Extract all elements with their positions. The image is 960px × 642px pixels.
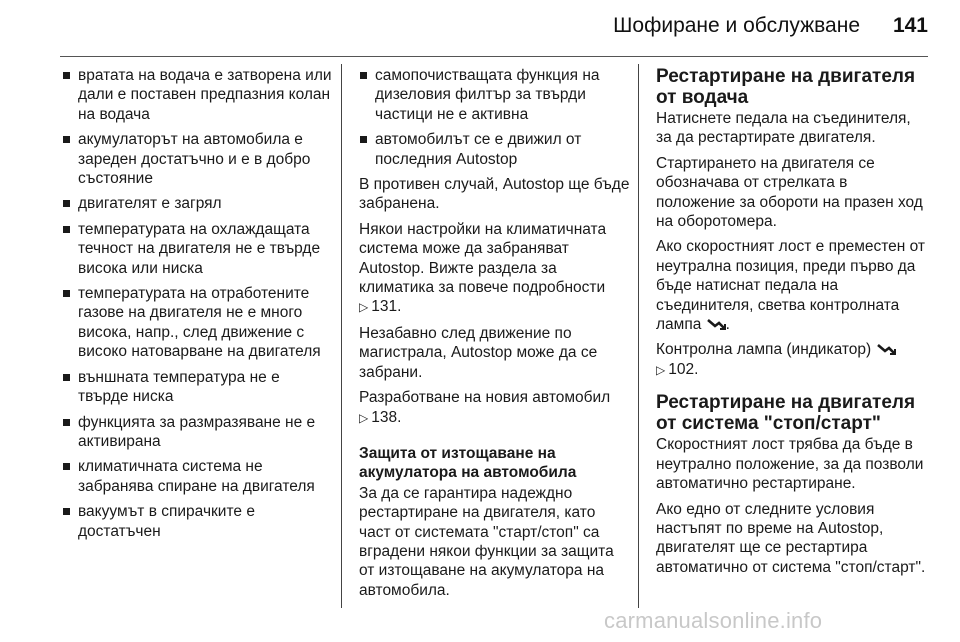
page-reference[interactable]: 131. (371, 298, 402, 316)
paragraph: Ако скоростният лост е преместен от неутрална позиция, преди първо да бъде натиснат педала на съединителя, светва контролната лампа . (656, 238, 926, 334)
paragraph-text: Ако скоростният лост е преместен от неутрална позиция, преди първо да бъде натиснат педала на съединителя, светва контролната лампа (656, 238, 926, 334)
watermark: carmanualsonline.info (604, 608, 823, 633)
right-column (656, 66, 926, 583)
paragraph-text: Разработване на новия автомобил (359, 389, 611, 407)
section-subheading: Защита от изтощаване на акумулатора на автомобила (359, 444, 577, 482)
list-item: самопочистващата функция на дизеловия филтър за твърди частици не е активна (359, 66, 631, 124)
left-bullet-list (62, 66, 334, 541)
list-item: акумулаторът на автомобила е зареден достатъчно и е в добро състояние (62, 130, 334, 188)
section-heading: Рестартиране на двигателя от водача (656, 66, 916, 108)
paragraph: Натиснете педала на съединителя, за да рестартирате двигателя. (656, 110, 911, 147)
paragraph: Незабавно след движение по магистрала, Autostop може да се забрани. (359, 324, 598, 381)
paragraph: Стартирането на двигателя се обозначава от стрелката в положение за обороти на празен ход на оборотомера. (656, 154, 923, 231)
shift-indicator-lamp-icon (876, 342, 896, 356)
list-item: външната температура не е твърде ниска (62, 368, 334, 407)
list-item: двигателят е загрял (62, 194, 334, 213)
column-divider (638, 64, 639, 608)
page-reference[interactable]: 102. (668, 360, 699, 378)
page-reference-icon: ▷ (359, 300, 369, 315)
paragraph: В противен случай, Autostop ще бъде забранена. (359, 176, 630, 213)
section-heading: Рестартиране на двигателя от система "стоп/старт" (656, 392, 916, 435)
list-item: вакуумът в спирачките е достатъчен (62, 502, 334, 541)
paragraph: За да се гарантира надеждно рестартиране на двигателя, като част от системата "старт/стоп" са вградени някои функции за защита от изтощаване на акумулатора на автомобила. (359, 484, 614, 599)
list-item: функцията за размразяване не е активирана (62, 413, 334, 452)
shift-indicator-lamp-icon (706, 317, 726, 331)
page-number: 141 (892, 14, 928, 37)
list-item: температурата на отработените газове на двигателя не е много висока, напр., след движение с високо натоварване на двигателя (62, 284, 334, 362)
list-item: климатичната система не забранява спиране на двигателя (62, 457, 334, 496)
middle-bullet-list (359, 66, 631, 169)
list-item: автомобилът се е движил от последния Autostop (359, 130, 631, 169)
page-reference-icon: ▷ (359, 410, 369, 425)
paragraph-text: Някои настройки на климатичната система може да забраняват Autostop. Вижте раздела за климатика за повече подробности (359, 220, 607, 297)
page-title: Шофиране и обслужване (613, 14, 860, 37)
paragraph-text: Контролна лампа (индикатор) (656, 341, 872, 359)
paragraph (359, 388, 631, 428)
paragraph (656, 340, 926, 380)
page-reference[interactable]: 138. (371, 408, 402, 426)
list-item: температурата на охлаждащата течност на двигателя не е твърде висока или ниска (62, 220, 334, 278)
column-divider (341, 64, 342, 608)
paragraph: Скоростният лост трябва да бъде в неутрално положение, за да позволи автоматично рестартиране. (656, 436, 924, 493)
middle-column (359, 66, 631, 606)
page-reference-icon: ▷ (656, 362, 666, 377)
list-item: вратата на водача е затворена или дали е поставен предпазния колан на водача (62, 66, 334, 124)
paragraph: Ако едно от следните условия настъпят по време на Autostop, двигателят ще се рестартира автоматично от система "стоп/старт". (656, 500, 926, 576)
left-column (62, 66, 334, 547)
paragraph (359, 220, 631, 318)
header-divider (60, 56, 928, 57)
